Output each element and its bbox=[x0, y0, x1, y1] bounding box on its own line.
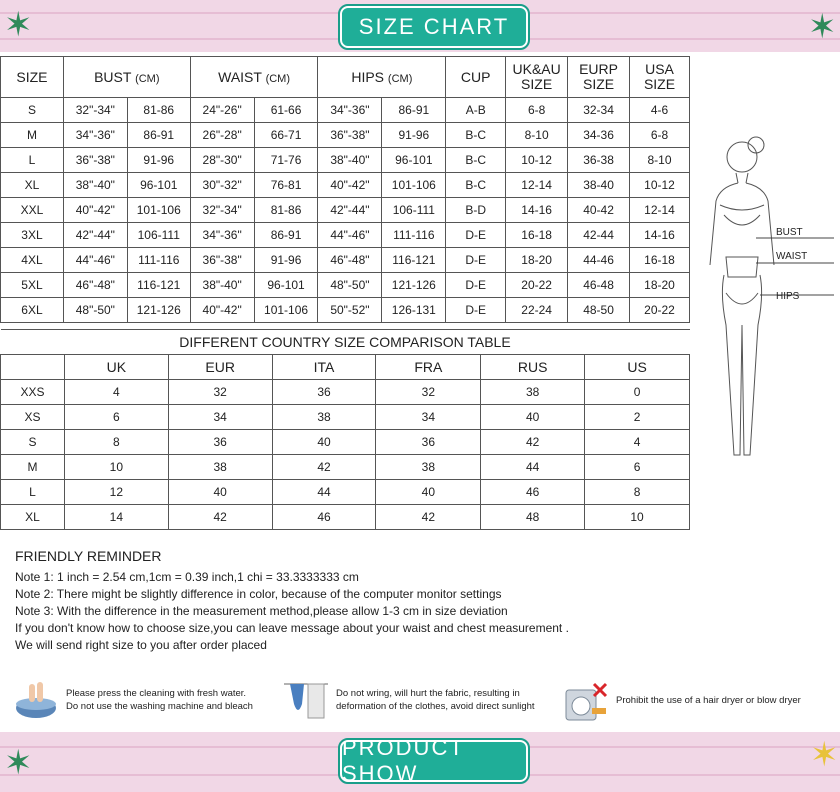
size-cell: 116-121 bbox=[382, 248, 446, 273]
comparison-cell: 44 bbox=[481, 455, 585, 480]
size-cell: 44"-46" bbox=[63, 248, 127, 273]
size-cell: 96-101 bbox=[254, 273, 318, 298]
comparison-cell: M bbox=[1, 455, 65, 480]
size-cell: 34"-36" bbox=[318, 98, 382, 123]
comparison-cell: 12 bbox=[64, 480, 168, 505]
size-cell: 36"-38" bbox=[190, 248, 254, 273]
friendly-reminder bbox=[15, 548, 825, 654]
comparison-cell: 10 bbox=[585, 505, 690, 530]
size-row bbox=[1, 123, 690, 148]
size-cell: 8-10 bbox=[630, 148, 690, 173]
size-cell: 10-12 bbox=[630, 173, 690, 198]
comparison-cell: 14 bbox=[64, 505, 168, 530]
palm-leaf-icon: ✶ bbox=[4, 744, 33, 782]
size-cell: D-E bbox=[446, 248, 506, 273]
size-cell: 111-116 bbox=[127, 248, 190, 273]
size-cell: 36-38 bbox=[568, 148, 630, 173]
size-cell: B-C bbox=[446, 173, 506, 198]
reminder-note: If you don't know how to choose size,you can leave message about your waist and chest measurement . bbox=[15, 621, 569, 635]
comparison-header-cell: US bbox=[585, 355, 690, 380]
comparison-cell: 10 bbox=[64, 455, 168, 480]
comparison-cell: 38 bbox=[168, 455, 272, 480]
size-cell: 40"-42" bbox=[63, 198, 127, 223]
care-hand-wash bbox=[12, 672, 253, 728]
reminder-note: Note 2: There might be slightly difference in color, because of the computer monitor settings bbox=[15, 587, 502, 601]
size-cell: 121-126 bbox=[382, 273, 446, 298]
size-cell: 38"-40" bbox=[318, 148, 382, 173]
size-cell: 22-24 bbox=[506, 298, 568, 323]
size-cell: 106-111 bbox=[127, 223, 190, 248]
size-row bbox=[1, 198, 690, 223]
comparison-cell: 0 bbox=[585, 380, 690, 405]
size-cell: 86-91 bbox=[127, 123, 190, 148]
size-cell: A-B bbox=[446, 98, 506, 123]
eurp-header: EURP SIZE bbox=[568, 57, 630, 98]
size-cell: 14-16 bbox=[630, 223, 690, 248]
comparison-cell: 2 bbox=[585, 405, 690, 430]
comparison-row bbox=[1, 455, 690, 480]
cup-header: CUP bbox=[446, 57, 506, 98]
size-cell: 38-40 bbox=[568, 173, 630, 198]
comparison-cell: 4 bbox=[64, 380, 168, 405]
size-cell: 32-34 bbox=[568, 98, 630, 123]
comparison-cell: 40 bbox=[168, 480, 272, 505]
comparison-cell: 36 bbox=[272, 380, 376, 405]
comparison-header-cell: FRA bbox=[376, 355, 481, 380]
size-cell: 101-106 bbox=[382, 173, 446, 198]
size-cell: 50"-52" bbox=[318, 298, 382, 323]
comparison-cell: L bbox=[1, 480, 65, 505]
size-cell: 6-8 bbox=[506, 98, 568, 123]
size-row bbox=[1, 173, 690, 198]
size-cell: 66-71 bbox=[254, 123, 318, 148]
care-text: Do not use the washing machine and bleach bbox=[66, 701, 253, 712]
comparison-cell: 4 bbox=[585, 430, 690, 455]
size-cell: B-D bbox=[446, 198, 506, 223]
size-cell: XL bbox=[1, 173, 64, 198]
size-cell: B-C bbox=[446, 148, 506, 173]
reminder-title: FRIENDLY REMINDER bbox=[15, 548, 162, 564]
size-cell: 111-116 bbox=[382, 223, 446, 248]
reminder-note: Note 3: With the difference in the measurement method,please allow 1-3 cm in size deviation bbox=[15, 604, 508, 618]
comparison-cell: 36 bbox=[168, 430, 272, 455]
size-cell: 14-16 bbox=[506, 198, 568, 223]
care-text: Prohibit the use of a hair dryer or blow dryer bbox=[616, 694, 801, 706]
size-cell: 76-81 bbox=[254, 173, 318, 198]
size-cell: 46"-48" bbox=[63, 273, 127, 298]
comparison-header-cell bbox=[1, 355, 65, 380]
size-cell: 96-101 bbox=[382, 148, 446, 173]
comparison-cell: 32 bbox=[376, 380, 481, 405]
size-cell: 44-46 bbox=[568, 248, 630, 273]
size-cell: 126-131 bbox=[382, 298, 446, 323]
size-cell: 32"-34" bbox=[63, 98, 127, 123]
size-cell: D-E bbox=[446, 298, 506, 323]
comparison-cell: 46 bbox=[481, 480, 585, 505]
size-cell: 101-106 bbox=[127, 198, 190, 223]
comparison-row bbox=[1, 430, 690, 455]
woman-figure-illustration bbox=[700, 125, 840, 475]
size-cell: 81-86 bbox=[254, 198, 318, 223]
size-cell: 116-121 bbox=[127, 273, 190, 298]
top-banner bbox=[0, 0, 840, 52]
size-cell: 3XL bbox=[1, 223, 64, 248]
size-cell: 20-22 bbox=[506, 273, 568, 298]
waist-label: WAIST bbox=[776, 251, 808, 262]
size-cell: 28"-30" bbox=[190, 148, 254, 173]
size-cell: D-E bbox=[446, 223, 506, 248]
care-text: Do not wring, will hurt the fabric, resulting in bbox=[336, 688, 520, 699]
comparison-cell: 38 bbox=[481, 380, 585, 405]
size-cell: 36"-38" bbox=[63, 148, 127, 173]
size-cell: 46"-48" bbox=[318, 248, 382, 273]
size-cell: 42"-44" bbox=[318, 198, 382, 223]
size-header: SIZE bbox=[1, 57, 64, 98]
size-cell: 71-76 bbox=[254, 148, 318, 173]
size-cell: D-E bbox=[446, 273, 506, 298]
size-cell: 91-96 bbox=[127, 148, 190, 173]
comparison-row bbox=[1, 480, 690, 505]
comparison-cell: 36 bbox=[376, 430, 481, 455]
no-wring-icon bbox=[282, 676, 330, 724]
hips-header: HIPS (CM) bbox=[318, 57, 446, 98]
size-cell: 34"-36" bbox=[190, 223, 254, 248]
size-cell: 26"-28" bbox=[190, 123, 254, 148]
bust-label: BUST bbox=[776, 227, 803, 238]
comparison-cell: 42 bbox=[376, 505, 481, 530]
comparison-cell: S bbox=[1, 430, 65, 455]
size-row bbox=[1, 148, 690, 173]
size-table-header bbox=[1, 57, 690, 98]
size-cell: 24"-26" bbox=[190, 98, 254, 123]
care-no-dryer bbox=[562, 672, 801, 728]
size-cell: 48-50 bbox=[568, 298, 630, 323]
size-cell: 12-14 bbox=[506, 173, 568, 198]
palm-leaf-icon: ✶ bbox=[4, 6, 33, 44]
comparison-cell: 38 bbox=[376, 455, 481, 480]
hand-wash-icon bbox=[12, 676, 60, 724]
comparison-table-header bbox=[1, 355, 690, 380]
comparison-cell: 6 bbox=[585, 455, 690, 480]
flower-icon: ✶ bbox=[810, 736, 839, 774]
comparison-cell: 6 bbox=[64, 405, 168, 430]
ukau-header: UK&AU SIZE bbox=[506, 57, 568, 98]
size-cell: M bbox=[1, 123, 64, 148]
waist-header: WAIST (CM) bbox=[190, 57, 318, 98]
size-cell: 91-96 bbox=[382, 123, 446, 148]
comparison-row bbox=[1, 405, 690, 430]
comparison-row bbox=[1, 380, 690, 405]
size-cell: L bbox=[1, 148, 64, 173]
comparison-table-caption: DIFFERENT COUNTRY SIZE COMPARISON TABLE bbox=[1, 330, 690, 355]
comparison-header-cell: RUS bbox=[481, 355, 585, 380]
size-cell: 81-86 bbox=[127, 98, 190, 123]
comparison-cell: XL bbox=[1, 505, 65, 530]
size-cell: 42-44 bbox=[568, 223, 630, 248]
comparison-cell: 8 bbox=[585, 480, 690, 505]
comparison-header-cell: EUR bbox=[168, 355, 272, 380]
size-cell: 32"-34" bbox=[190, 198, 254, 223]
comparison-row bbox=[1, 505, 690, 530]
comparison-cell: 44 bbox=[272, 480, 376, 505]
size-cell: 5XL bbox=[1, 273, 64, 298]
size-cell: 91-96 bbox=[254, 248, 318, 273]
palm-leaf-icon: ✶ bbox=[808, 8, 837, 46]
size-chart-title: SIZE CHART bbox=[340, 6, 528, 48]
size-cell: 86-91 bbox=[254, 223, 318, 248]
size-cell: 61-66 bbox=[254, 98, 318, 123]
comparison-cell: 42 bbox=[168, 505, 272, 530]
comparison-cell: 38 bbox=[272, 405, 376, 430]
size-cell: 96-101 bbox=[127, 173, 190, 198]
size-cell: 34"-36" bbox=[63, 123, 127, 148]
comparison-cell: XS bbox=[1, 405, 65, 430]
size-cell: XXL bbox=[1, 198, 64, 223]
size-cell: 6XL bbox=[1, 298, 64, 323]
comparison-cell: 40 bbox=[272, 430, 376, 455]
size-row bbox=[1, 298, 690, 323]
size-cell: 4XL bbox=[1, 248, 64, 273]
size-cell: 121-126 bbox=[127, 298, 190, 323]
size-cell: 40"-42" bbox=[318, 173, 382, 198]
size-cell: 6-8 bbox=[630, 123, 690, 148]
body-measurement-figure bbox=[700, 125, 840, 475]
size-cell: 46-48 bbox=[568, 273, 630, 298]
comparison-cell: 42 bbox=[481, 430, 585, 455]
comparison-cell: 42 bbox=[272, 455, 376, 480]
size-cell: 16-18 bbox=[506, 223, 568, 248]
care-text: deformation of the clothes, avoid direct sunlight bbox=[336, 701, 535, 712]
size-cell: 34-36 bbox=[568, 123, 630, 148]
size-cell: 12-14 bbox=[630, 198, 690, 223]
comparison-cell: 40 bbox=[481, 405, 585, 430]
comparison-header-cell: ITA bbox=[272, 355, 376, 380]
size-row bbox=[1, 273, 690, 298]
size-row bbox=[1, 248, 690, 273]
size-cell: 48"-50" bbox=[318, 273, 382, 298]
size-row bbox=[1, 223, 690, 248]
size-cell: 36"-38" bbox=[318, 123, 382, 148]
size-cell: 101-106 bbox=[254, 298, 318, 323]
comparison-cell: 46 bbox=[272, 505, 376, 530]
size-cell: 48"-50" bbox=[63, 298, 127, 323]
size-cell: 42"-44" bbox=[63, 223, 127, 248]
size-cell: B-C bbox=[446, 123, 506, 148]
comparison-cell: XXS bbox=[1, 380, 65, 405]
care-no-wring bbox=[282, 672, 535, 728]
size-cell: 30"-32" bbox=[190, 173, 254, 198]
comparison-cell: 40 bbox=[376, 480, 481, 505]
size-cell: 18-20 bbox=[630, 273, 690, 298]
size-cell: 4-6 bbox=[630, 98, 690, 123]
comparison-cell: 8 bbox=[64, 430, 168, 455]
comparison-cell: 34 bbox=[376, 405, 481, 430]
size-table bbox=[0, 56, 690, 323]
size-row bbox=[1, 98, 690, 123]
reminder-note: We will send right size to you after order placed bbox=[15, 638, 267, 652]
comparison-header-cell: UK bbox=[64, 355, 168, 380]
comparison-cell: 34 bbox=[168, 405, 272, 430]
size-cell: 20-22 bbox=[630, 298, 690, 323]
no-dryer-icon bbox=[562, 676, 610, 724]
size-cell: 40"-42" bbox=[190, 298, 254, 323]
care-text: Please press the cleaning with fresh water. bbox=[66, 688, 247, 699]
size-cell: 38"-40" bbox=[190, 273, 254, 298]
comparison-table bbox=[0, 329, 690, 530]
reminder-note: Note 1: 1 inch = 2.54 cm,1cm = 0.39 inch,1 chi = 33.3333333 cm bbox=[15, 570, 359, 584]
size-cell: 16-18 bbox=[630, 248, 690, 273]
size-cell: 86-91 bbox=[382, 98, 446, 123]
size-cell: 10-12 bbox=[506, 148, 568, 173]
size-cell: 8-10 bbox=[506, 123, 568, 148]
size-cell: S bbox=[1, 98, 64, 123]
size-cell: 18-20 bbox=[506, 248, 568, 273]
product-show-title: PRODUCT SHOW bbox=[340, 740, 528, 782]
size-cell: 106-111 bbox=[382, 198, 446, 223]
hips-label: HIPS bbox=[776, 291, 800, 302]
size-cell: 40-42 bbox=[568, 198, 630, 223]
usa-header: USA SIZE bbox=[630, 57, 690, 98]
bust-header: BUST (CM) bbox=[63, 57, 190, 98]
size-cell: 44"-46" bbox=[318, 223, 382, 248]
comparison-cell: 48 bbox=[481, 505, 585, 530]
bottom-banner bbox=[0, 732, 840, 792]
comparison-cell: 32 bbox=[168, 380, 272, 405]
size-cell: 38"-40" bbox=[63, 173, 127, 198]
